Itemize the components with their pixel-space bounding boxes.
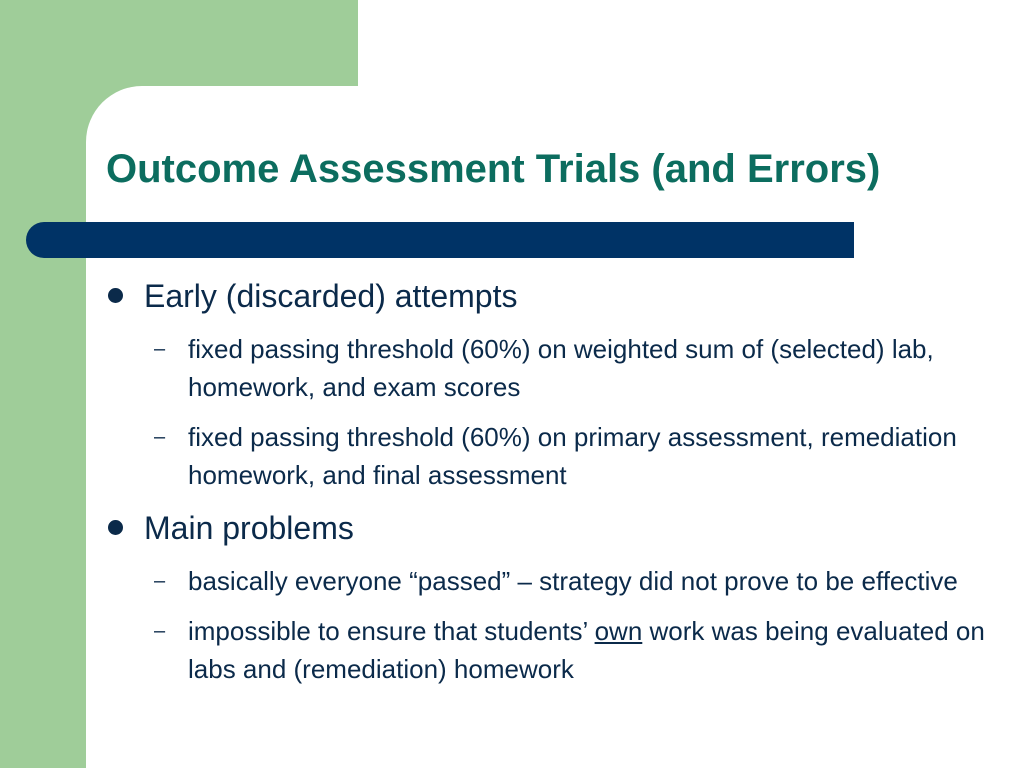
subbullet-weighted-sum	[106, 330, 1018, 406]
subbullet-text: fixed passing threshold (60%) on weighted sum of (selected) lab, homework, and exam scores	[188, 334, 934, 402]
dash-icon: –	[154, 426, 166, 448]
bullet-dot-icon	[108, 288, 123, 303]
underlined-word: own	[594, 616, 643, 646]
slide-title: Outcome Assessment Trials (and Errors)	[106, 147, 881, 191]
bullet-early-attempts	[106, 274, 1018, 318]
subbullet-everyone-passed	[106, 562, 1018, 600]
subbullet-text: basically everyone “passed” – strategy did not prove to be effective	[188, 566, 958, 596]
subbullet-text: fixed passing threshold (60%) on primary assessment, remediation homework, and final assessment	[188, 422, 957, 490]
dash-icon: –	[154, 338, 166, 360]
subbullet-primary-assessment	[106, 418, 1018, 494]
subbullet-text-after: work was being evaluated on labs and (remediation) homework	[188, 616, 985, 684]
title-divider-bar	[26, 222, 854, 258]
dash-icon: –	[154, 620, 166, 642]
dash-icon: –	[154, 570, 166, 592]
subbullet-text-before: impossible to ensure that students’	[188, 616, 595, 646]
bullet-text: Early (discarded) attempts	[144, 278, 518, 314]
slide-content	[106, 274, 1018, 688]
subbullet-own-work	[106, 612, 1018, 688]
bullet-dot-icon	[108, 520, 123, 535]
bullet-text: Main problems	[144, 510, 354, 546]
bullet-main-problems	[106, 506, 1018, 550]
